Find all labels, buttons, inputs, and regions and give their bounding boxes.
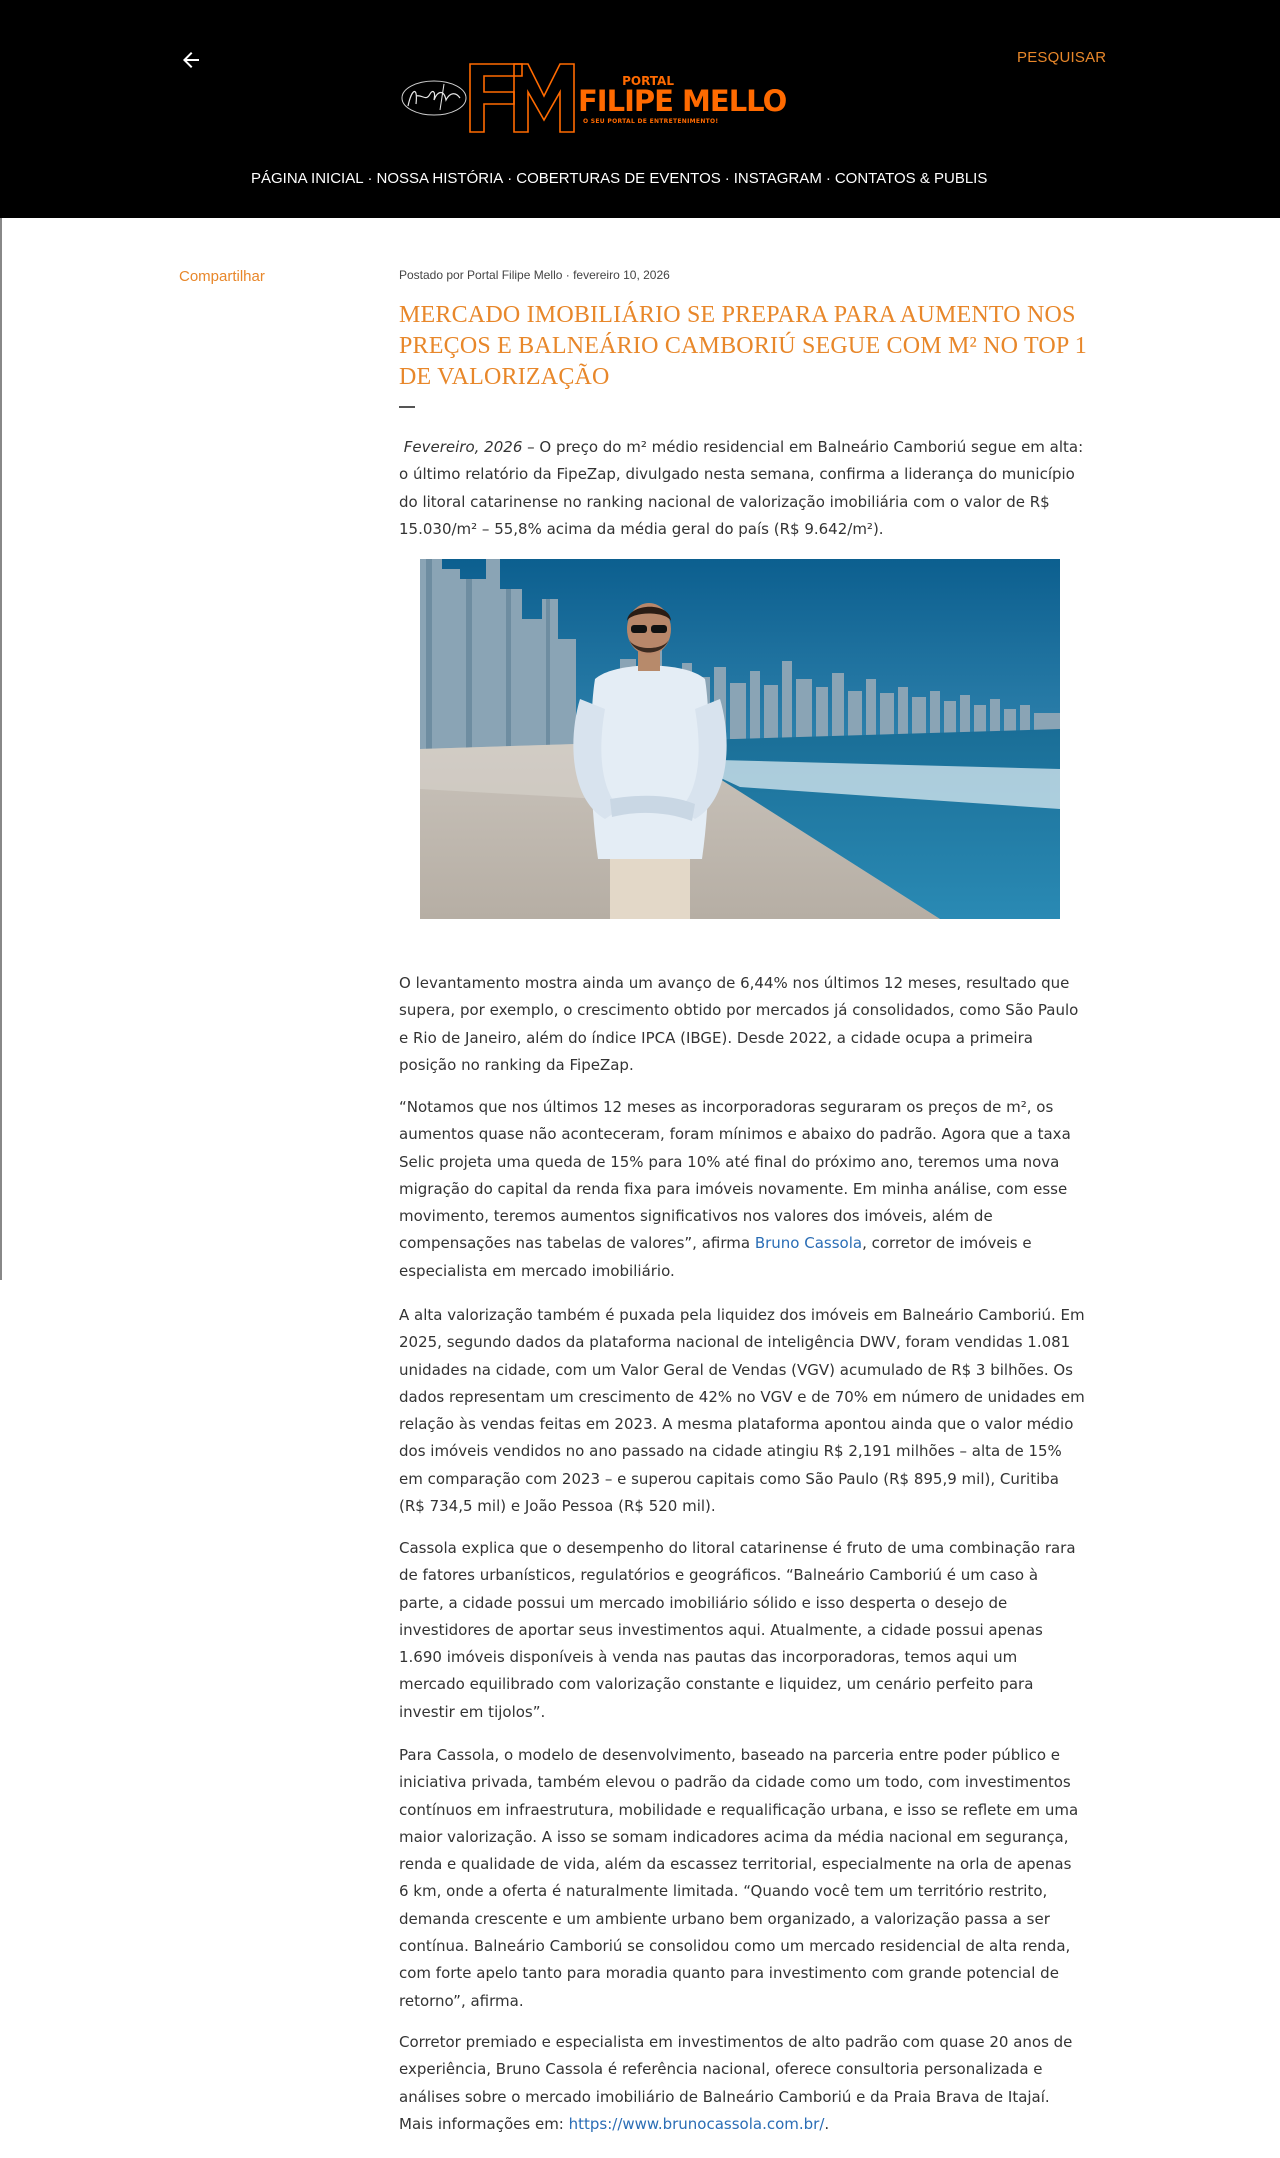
nav-item-home[interactable]: PÁGINA INICIAL [251, 170, 364, 187]
intro-date: Fevereiro, 2026 [403, 438, 523, 456]
paragraph-2: O levantamento mostra ainda um avanço de 6,44% nos últimos 12 meses, resultado que supera, por exemplo, o crescimento obtido por mercados já consolidados, como São Paulo e Rio de Janeiro, além do índice IPCA (IBGE). Desde 2022, a cidade ocupa a primeira posição no ranking da FipeZap. [399, 974, 1079, 1074]
site-logo[interactable] [400, 62, 810, 134]
title-divider [399, 406, 415, 408]
nav-separator: · [367, 170, 373, 187]
post-meta: Postado por Portal Filipe Mello · fevereiro 10, 2026 [399, 268, 670, 282]
arrow-left-icon [179, 48, 203, 72]
fm-monogram-logo [464, 62, 594, 134]
paragraph-3 [399, 1094, 1085, 1285]
paragraph-7 [399, 2029, 1085, 2138]
logo-tagline: O SEU PORTAL DE ENTRETENIMENTO! [583, 118, 719, 125]
signature-logo-mark [400, 76, 470, 120]
logo-portal-text: PORTAL [622, 74, 674, 88]
site-header [0, 0, 1280, 218]
search-link[interactable]: PESQUISAR [1017, 49, 1107, 66]
intro-text: – O preço do m² médio residencial em Balneário Camboriú segue em alta: o último relatório da FipeZap, divulgado nesta semana, confirma a liderança do município do litoral catarinense no ranking nacional de valorização imobiliária com o valor de R$ 15.030/m² – 55,8% acima da média geral do país (R$ 9.642/m²). [399, 438, 1084, 538]
nav-separator: · [825, 170, 831, 187]
website-link[interactable]: https://www.brunocassola.com.br/ [568, 2114, 825, 2133]
nav-item-history[interactable]: NOSSA HISTÓRIA [376, 170, 504, 187]
back-button[interactable] [179, 48, 203, 72]
paragraph-3-text-end: , corretor de imóveis e especialista em mercado imobiliário. [399, 1234, 1032, 1280]
nav-item-contacts[interactable]: CONTATOS & PUBLIS [834, 170, 988, 187]
paragraph-4: A alta valorização também é puxada pela liquidez dos imóveis em Balneário Camboriú. Em 2025, segundo dados da plataforma nacional de inteligência DWV, foram vendidas 1.081 unidades na cidade, com um Valor Geral de Vendas (VGV) acumulado de R$ 3 bilhões. Os dados representam um crescimento de 42% no VGV e de 70% em número de unidades em relação às vendas feitas em 2023. A mesma plataforma apontou ainda que o valor médio dos imóveis vendidos no ano passado na cidade atingiu R$ 2,191 milhões – alta de 15% em comparação com 2023 – e superou capitais como São Paulo (R$ 895,9 mil), Curitiba (R$ 734,5 mil) e João Pessoa (R$ 520 mil). [399, 1306, 1085, 1516]
beach-skyline-image [420, 559, 1060, 919]
paragraph-6: Para Cassola, o modelo de desenvolvimento, baseado na parceria entre poder público e iniciativa privada, também elevou o padrão da cidade como um todo, com investimentos contínuos em infraestrutura, mobilidade e requalificação urbana, e isso se reflete em uma maior valorização. A isso se somam indicadores acima da média nacional em segurança, renda e qualidade de vida, além da escassez territorial, especialmente na orla de apenas 6 km, onde a oferta é naturalmente limitada. “Quando você tem um território restrito, demanda crescente e um ambiente urbano bem organizado, a valorização passa a ser contínua. Balneário Camboriú se consolidou como um mercado residencial de alta renda, com forte apelo tanto para moradia quanto para investimento com grande potencial de retorno”, afirma. [399, 1746, 1079, 2010]
share-button[interactable]: Compartilhar [179, 268, 265, 285]
main-nav [251, 170, 987, 187]
nav-item-events[interactable]: COBERTURAS DE EVENTOS [516, 170, 721, 187]
nav-separator: · [507, 170, 513, 187]
bruno-cassola-link[interactable]: Bruno Cassola [754, 1234, 863, 1253]
intro-paragraph [399, 434, 1085, 543]
page-edge-divider [0, 218, 2, 1280]
paragraph-3-text: “Notamos que nos últimos 12 meses as incorporadoras seguraram os preços de m², os aumentos quase não aconteceram, foram mínimos e abaixo do padrão. Agora que a taxa Selic projeta uma queda de 15% para 10% até final do próximo ano, teremos uma nova migração do capital da renda fixa para imóveis novamente. Em minha análise, com esse movimento, teremos aumentos significativos nos valores dos imóveis, além de compensações nas tabelas de valores”, afirma [399, 1098, 1071, 1253]
nav-item-instagram[interactable]: INSTAGRAM [733, 170, 822, 187]
post-title: MERCADO IMOBILIÁRIO SE PREPARA PARA AUMENTO NOS PREÇOS E BALNEÁRIO CAMBORIÚ SEGUE COM M² NO TOP 1 DE VALORIZAÇÃO [399, 302, 1087, 390]
paragraph-7-text-end: . [824, 2114, 830, 2133]
paragraph-5: Cassola explica que o desempenho do litoral catarinense é fruto de uma combinação rara de fatores urbanísticos, regulatórios e geográficos. “Balneário Camboriú é um caso à parte, a cidade possui um mercado imobiliário sólido e isso desperta o desejo de investidores de aportar seus investimentos aqui. Atualmente, a cidade possui apenas 1.690 imóveis disponíveis à venda nas pautas das incorporadoras, temos aqui um mercado equilibrado com valorização constante e liquidez, um cenário perfeito para investir em tijolos”. [399, 1539, 1076, 1721]
logo-name-text: FILIPE MELLO [578, 84, 787, 118]
paragraph-7-text: Corretor premiado e especialista em investimentos de alto padrão com quase 20 anos de experiência, Bruno Cassola é referência nacional, oferece consultoria personalizada e análises sobre o mercado imobiliário de Balneário Camboriú e da Praia Brava de Itajaí. Mais informações em: [399, 2033, 1073, 2133]
article-photo [420, 559, 1060, 919]
nav-separator: · [724, 170, 730, 187]
